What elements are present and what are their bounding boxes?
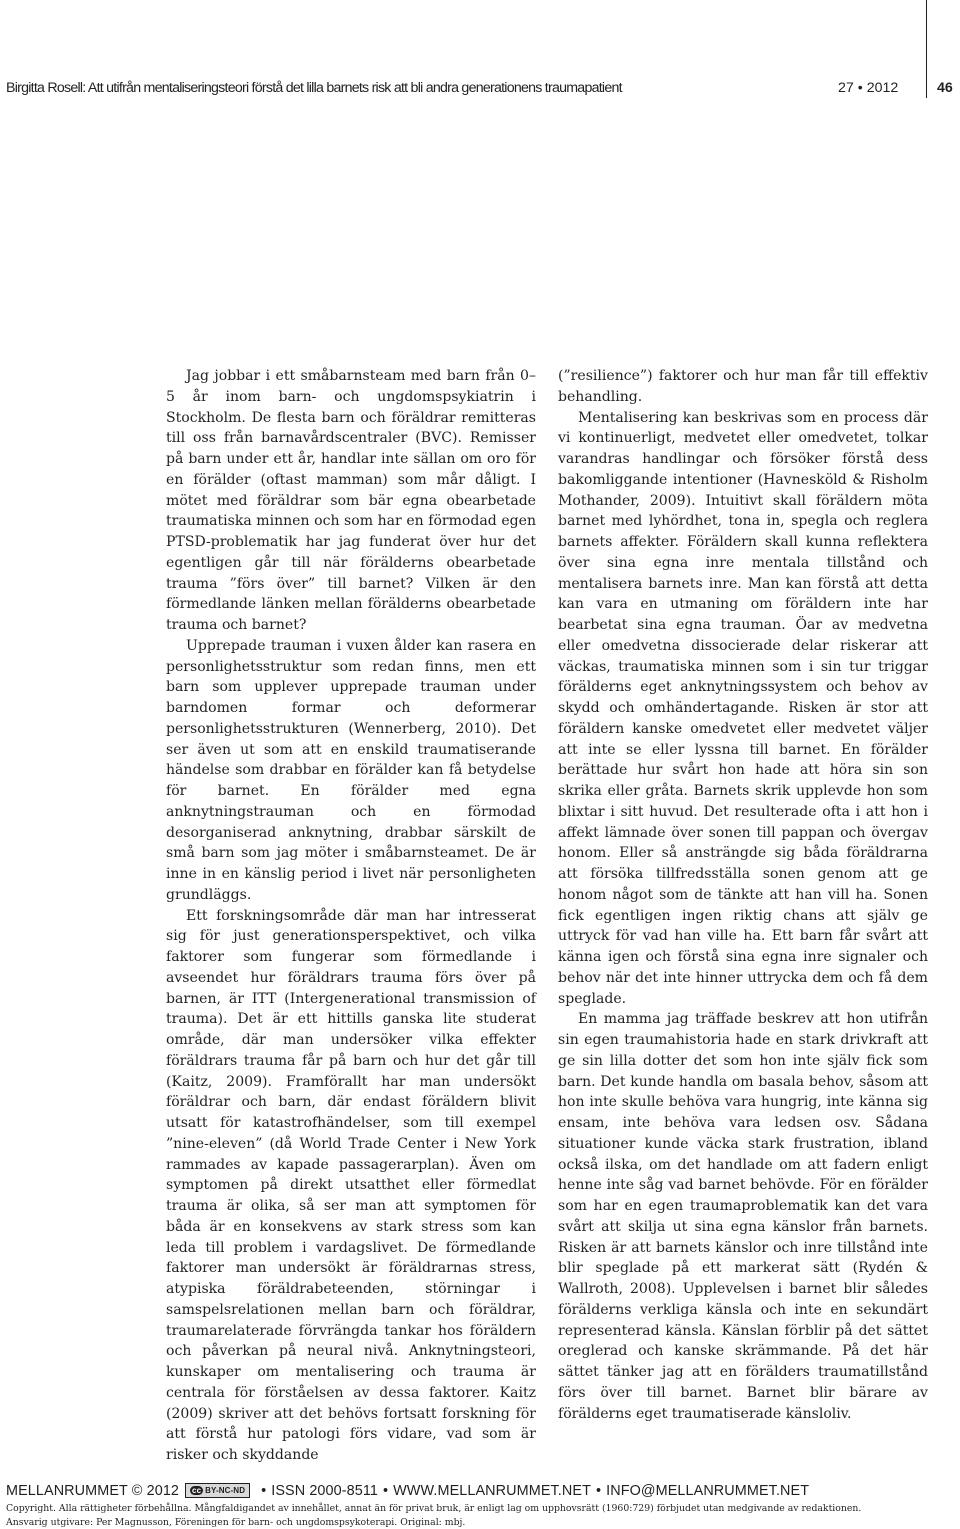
bullet-separator: • <box>857 80 863 96</box>
issn-number: 2000-8511 <box>309 1483 378 1499</box>
paragraph: En mamma jag träffade beskrev att hon utifrån sin egen traumahistoria hade en stark drivkraft att ge sin lilla dotter det som hon inte själv fick som barn. Det kunde handla om basala behov, såsom att hon inte skulle behöva vara hungrig, inte känna sig ensam, inte behöva vara ledsen osv. Sådana situationer kunde väcka stark frustration, ibland också ilska, om det handlade om att fadern enligt henne inte såg vad barnet behövde. För en förälder som har en egen traumaproblematik kan det vara svårt att skilja ut sina egna känslor från barnets. Risken är att barnets känslor och inre tillstånd inte blir speglade på ett markerat sätt (Rydén & Wallroth, 2008). Upplevelsen i barnet blir således förälderns verkliga känsla och inte en sekundärt representerad känsla. Känslan förblir på det sättet oreglerad och kanske skrämmande. På det här sättet tänker jag att en förälders traumatillstånd förs över till barnet. Barnet blir bärare av förälderns eget traumatiserade känsloliv. <box>558 1011 928 1422</box>
issue-year: 2012 <box>866 80 899 96</box>
paragraph: Ett forskningsområde där man har intresserat sig för just generationsperspektivet, och vilka faktorer som fungerar som förmedlande i avseendet hur föräldrars trauma förs över på barnen, är ITT (Intergenerational transmission of trauma). Det är ett hittills ganska lite studerat område, där man undersöker vilka effekter föräldrars trauma får på barn och hur det går till (Kaitz, 2009). Framförallt har man undersökt föräldrar och barn, där endast föräldern blivit utsatt för katastrofhändelser, som till exempel ”nine-eleven” (då World Trade Center i New York rammades av kapade passagerarplan). Även om symptomen på direkt utsatthet eller förmedlat trauma är olika, så ser man att symptomen för båda är en konsekvens av stark stress som kan leda till problem i vardagslivet. De förmedlande faktorer man undersökt är föräldrarnas stress, atypiska föräldrabeteenden, störningar i samspelsrelationen mellan barn och föräldrar, traumarelaterade förvrängda tankar hos föräldern och påverkan på neural nivå. Anknytningsteori, kunskaper om mentalisering och trauma är centrala för förståelsen av dessa faktorer. Kaitz (2009) skriver att det behövs fortsatt forskning för att förstå hur patologi förs vidare, vad som är risker och skyddande <box>166 907 536 1463</box>
paragraph: Upprepade trauman i vuxen ålder kan rasera en personlighetsstruktur som redan finns, men ett barn som upplever upprepade trauman under barndomen formar och deformerar personlighetsstrukturen (Wennerberg, 2010). Det ser även ut som att en enskild traumatiserande händelse som drabbar en förälder kan få betydelse för barnet. En förälder med egna anknytningstrauman och en förmodad desorganiserad anknytning, drabbar särskilt de små barn som jag möter i småbarnsteamet. De är inne in en känslig period i livet när personligheten grundläggs. <box>166 637 536 903</box>
website-link[interactable]: WWW.MELLANRUMMET.NET <box>393 1483 591 1499</box>
cc-license-icon: cc BY-NC-ND <box>185 1483 250 1498</box>
email-link[interactable]: INFO@MELLANRUMMET.NET <box>606 1483 810 1499</box>
journal-name: MELLANRUMMET <box>6 1483 128 1499</box>
article-column-left <box>166 366 536 1466</box>
header-divider <box>926 0 927 98</box>
running-header <box>6 80 960 102</box>
issn-label: ISSN <box>271 1483 306 1499</box>
page-number: 46 <box>937 80 953 96</box>
issue-number: 27 <box>838 80 854 96</box>
paragraph: (”resilience”) faktorer och hur man får till effektiv behandling. <box>558 368 928 405</box>
copyright-notice: Copyright. Alla rättigheter förbehållna. Mångfaldigandet av innehållet, annat än för privat bruk, är enligt lag om upphovsrätt (1960:729) förbjudet utan medgivande av redaktionen. <box>6 1503 862 1514</box>
publisher-notice: Ansvarig utgivare: Per Magnusson, Föreningen för barn- och ungdomspsykoterapi. Original: mbj. <box>6 1517 466 1528</box>
footer-year: 2012 <box>146 1483 180 1499</box>
page-footer <box>6 1481 956 1529</box>
footer-main-line: MELLANRUMMET © 2012 cc BY-NC-ND • ISSN 2000-8511 • WWW.MELLANRUMMET.NET • INFO@MELLANRUMMET.NET <box>6 1483 810 1499</box>
issue-info <box>838 80 898 96</box>
copyright-icon: © <box>131 1483 143 1499</box>
paragraph: Jag jobbar i ett småbarnsteam med barn från 0–5 år inom barn- och ungdomspsykiatrin i Stockholm. De flesta barn och föräldrar remitteras till oss från barnavårdscentraler (BVC). Remisser på barn under ett år, handlar inte sällan om oro för en förälder (oftast mamman) som mår dåligt. I mötet med föräldrar som bär egna obearbetade traumatiska minnen och som har en förmodad egen PTSD-problematik har jag funderat över hur det egentligen går till när förälderns obearbetade trauma ”förs över” till barnet? Vilken är den förmedlande länken mellan förälderns obearbetade trauma och barnet? <box>166 368 536 633</box>
paragraph: Mentalisering kan beskrivas som en process där vi kontinuerligt, medvetet eller omedvetet, tolkar varandras handlingar och försöker förstå dess bakomliggande intentioner (Havnesköld & Risholm Mothander, 2009). Intuitivt skall föräldern möta barnet med lyhördhet, tona in, spegla och reglera barnets affekter. Föräldern skall kunna reflektera över sina egna inre mentala tillstånd och mentalisera barnets inre. Man kan förstå att detta kan vara en utmaning om föräldern inte har bearbetat sina egna trauman. Öar av medvetna eller omedvetna dissocierade delar riskerar att väckas, traumatiska minnen som i sin tur triggar förälderns eget anknytningssystem och behov av skydd och omhändertagande. Risken är stor att föräldern kanske omedvetet eller medvetet väljer att inte se eller lyssna till barnet. En förälder berättade hur svårt hon hade att höra sin son skrika eller gråta. Barnets skrik upplevde hon som blixtar i sitt huvud. Det resulterade ofta i att hon i affekt lämnade över sonen till pappan och övergav honom. Eller så ansträngde sig båda föräldrarna att försöka tillfredsställa sonen genom att ge honom något som de tänkte att han vill ha. Sonen fick egentligen ingen riktig chans att själv ge uttryck för vad han ville ha. Ett barn får svårt att känna igen och förstå sina egna inre signaler och behov när det inte hinner uttrycka dem och få dem speglade. <box>558 409 928 1007</box>
running-title: Birgitta Rosell: Att utifrån mentaliseringsteori förstå det lilla barnets risk att bli andra generationens traumapatient <box>6 80 622 96</box>
article-column-right <box>558 366 928 1424</box>
